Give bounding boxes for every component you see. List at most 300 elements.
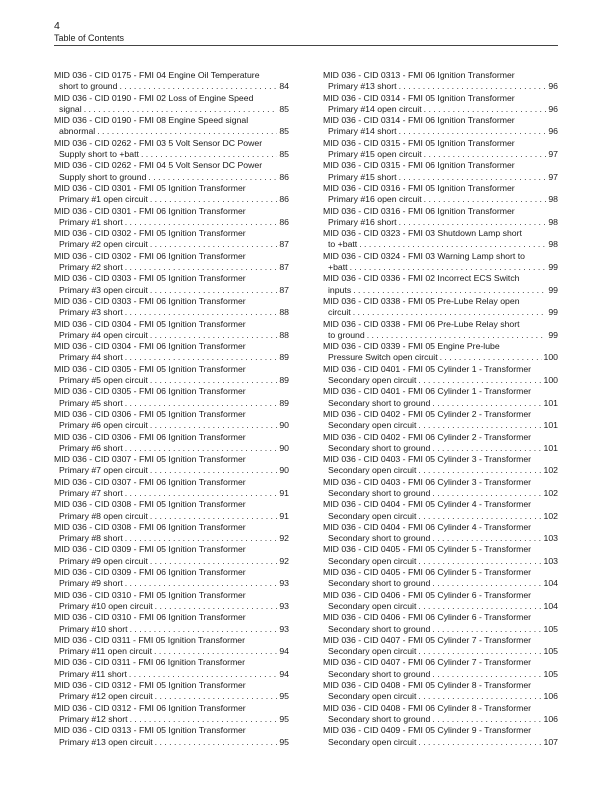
toc-entry-page-number: 89 bbox=[279, 397, 289, 408]
toc-entry-title: MID 036 - CID 0308 - FMI 05 Ignition Transformer bbox=[54, 499, 246, 510]
toc-entry-continuation: Primary #16 short bbox=[328, 216, 397, 227]
dot-leader bbox=[125, 262, 278, 273]
dot-leader bbox=[432, 443, 541, 454]
toc-entry-continuation: Primary #12 short bbox=[59, 713, 128, 724]
toc-entry[interactable] bbox=[323, 635, 558, 658]
toc-entry[interactable] bbox=[323, 657, 558, 680]
toc-entry-line bbox=[54, 375, 289, 386]
dot-leader bbox=[119, 81, 277, 92]
toc-entry-page-number: 98 bbox=[548, 216, 558, 227]
toc-entry[interactable] bbox=[323, 477, 558, 500]
toc-entry-continuation: Primary #4 short bbox=[59, 352, 123, 363]
toc-entry[interactable] bbox=[54, 251, 289, 274]
dot-leader bbox=[154, 646, 277, 657]
toc-entry-page-number: 84 bbox=[279, 81, 289, 92]
toc-entry-title: MID 036 - CID 0309 - FMI 05 Ignition Transformer bbox=[54, 544, 246, 555]
header-rule bbox=[54, 45, 558, 46]
toc-entry-title: MID 036 - CID 0262 - FMI 03 5 Volt Sensor DC Power bbox=[54, 137, 263, 148]
toc-entry[interactable] bbox=[54, 680, 289, 703]
toc-entry-title: MID 036 - CID 0403 - FMI 05 Cylinder 3 - Transformer bbox=[323, 454, 532, 465]
toc-entry[interactable] bbox=[54, 138, 289, 161]
toc-entry-line bbox=[323, 172, 558, 183]
page-heading: Table of Contents bbox=[54, 33, 125, 43]
toc-entry-page-number: 106 bbox=[543, 691, 558, 702]
toc-entry-line bbox=[54, 556, 289, 567]
toc-column-right bbox=[323, 70, 558, 748]
toc-entry-continuation: Primary #14 open circuit bbox=[328, 103, 422, 114]
toc-entry-line bbox=[54, 714, 289, 725]
toc-entry[interactable] bbox=[323, 567, 558, 590]
toc-entry-line bbox=[54, 443, 289, 454]
toc-entry[interactable] bbox=[323, 680, 558, 703]
toc-entry-line bbox=[323, 578, 558, 589]
toc-entry-continuation: Primary #1 short bbox=[59, 216, 123, 227]
toc-entry-page-number: 102 bbox=[543, 510, 558, 521]
toc-entry-continuation: Secondary short to ground bbox=[328, 442, 431, 453]
toc-entry-title: MID 036 - CID 0403 - FMI 06 Cylinder 3 - Transformer bbox=[323, 476, 532, 487]
dot-leader bbox=[418, 511, 541, 522]
toc-entry-title: MID 036 - CID 0316 - FMI 06 Ignition Transformer bbox=[323, 205, 515, 216]
toc-entry-continuation: Primary #7 open circuit bbox=[59, 465, 148, 476]
toc-entry-page-number: 99 bbox=[548, 284, 558, 295]
toc-entry-line bbox=[323, 149, 558, 160]
toc-entry[interactable] bbox=[323, 319, 558, 342]
toc-entry-page-number: 89 bbox=[279, 375, 289, 386]
dot-leader bbox=[350, 262, 547, 273]
toc-entry[interactable] bbox=[54, 364, 289, 387]
toc-entry[interactable] bbox=[323, 590, 558, 613]
dot-leader bbox=[424, 104, 547, 115]
toc-entry-line bbox=[323, 239, 558, 250]
toc-entry[interactable] bbox=[323, 454, 558, 477]
toc-entry[interactable] bbox=[54, 319, 289, 342]
toc-entry-title: MID 036 - CID 0313 - FMI 06 Ignition Transformer bbox=[323, 70, 515, 80]
toc-entry[interactable] bbox=[54, 590, 289, 613]
toc-entry-page-number: 98 bbox=[548, 239, 558, 250]
dot-leader bbox=[399, 126, 547, 137]
dot-leader bbox=[432, 533, 541, 544]
toc-entry-page-number: 103 bbox=[543, 533, 558, 544]
dot-leader bbox=[150, 239, 277, 250]
toc-entry-title: MID 036 - CID 0190 - FMI 08 Engine Speed signal bbox=[54, 115, 249, 126]
toc-entry-continuation: inputs bbox=[328, 284, 352, 295]
toc-entry-line bbox=[323, 443, 558, 454]
toc-entry-continuation: Secondary short to ground bbox=[328, 623, 431, 634]
toc-entry-title: MID 036 - CID 0310 - FMI 05 Ignition Transformer bbox=[54, 589, 246, 600]
dot-leader bbox=[125, 217, 278, 228]
toc-entry-title: MID 036 - CID 0323 - FMI 03 Shutdown Lamp short bbox=[323, 228, 522, 239]
toc-entry-line bbox=[54, 398, 289, 409]
toc-entry-continuation: Supply short to +batt bbox=[59, 149, 139, 160]
toc-entry-title: MID 036 - CID 0304 - FMI 05 Ignition Transformer bbox=[54, 318, 246, 329]
toc-entry-continuation: Primary #7 short bbox=[59, 487, 123, 498]
toc-entry-title: MID 036 - CID 0307 - FMI 05 Ignition Transformer bbox=[54, 454, 246, 465]
toc-entry-line bbox=[323, 262, 558, 273]
toc-entry[interactable] bbox=[323, 409, 558, 432]
dot-leader bbox=[418, 465, 541, 476]
toc-entry[interactable] bbox=[54, 115, 289, 138]
dot-leader bbox=[125, 488, 278, 499]
toc-entry[interactable] bbox=[54, 228, 289, 251]
toc-entry-line bbox=[54, 669, 289, 680]
toc-entry[interactable] bbox=[54, 635, 289, 658]
toc-entry-continuation: Primary #1 open circuit bbox=[59, 194, 148, 205]
toc-entry-continuation: +batt bbox=[328, 262, 348, 273]
toc-entry[interactable] bbox=[323, 228, 558, 251]
toc-entry-title: MID 036 - CID 0190 - FMI 02 Loss of Engine Speed bbox=[54, 92, 254, 103]
toc-entry[interactable] bbox=[323, 432, 558, 455]
toc-entry-line bbox=[323, 714, 558, 725]
toc-entry-title: MID 036 - CID 0324 - FMI 03 Warning Lamp short to bbox=[323, 250, 525, 261]
toc-entry-continuation: Secondary open circuit bbox=[328, 600, 417, 611]
toc-entry-continuation: Primary #11 open circuit bbox=[59, 646, 153, 657]
toc-entry-page-number: 86 bbox=[279, 171, 289, 182]
toc-entry-continuation: to ground bbox=[328, 329, 365, 340]
toc-entry[interactable] bbox=[54, 183, 289, 206]
toc-entry[interactable] bbox=[323, 138, 558, 161]
dot-leader bbox=[432, 488, 541, 499]
toc-entry[interactable] bbox=[323, 612, 558, 635]
toc-entry-title: MID 036 - CID 0407 - FMI 06 Cylinder 7 - Transformer bbox=[323, 657, 532, 668]
toc-entry-title: MID 036 - CID 0336 - FMI 02 Incorrect ECS Switch bbox=[323, 273, 520, 284]
toc-entry-title: MID 036 - CID 0404 - FMI 05 Cylinder 4 - Transformer bbox=[323, 499, 532, 510]
toc-entry-title: MID 036 - CID 0175 - FMI 04 Engine Oil Temperature bbox=[54, 70, 260, 80]
toc-entry-line bbox=[323, 375, 558, 386]
toc-entry[interactable] bbox=[323, 544, 558, 567]
toc-entry-title: MID 036 - CID 0402 - FMI 06 Cylinder 2 - Transformer bbox=[323, 431, 532, 442]
toc-entry-line bbox=[54, 172, 289, 183]
dot-leader bbox=[432, 578, 541, 589]
dot-leader bbox=[399, 172, 547, 183]
toc-entry-title: MID 036 - CID 0302 - FMI 05 Ignition Transformer bbox=[54, 228, 246, 239]
toc-entry[interactable] bbox=[323, 364, 558, 387]
toc-entry[interactable] bbox=[54, 206, 289, 229]
toc-entry-page-number: 104 bbox=[543, 578, 558, 589]
toc-entry-page-number: 87 bbox=[279, 284, 289, 295]
dot-leader bbox=[125, 578, 278, 589]
toc-entry-title: MID 036 - CID 0310 - FMI 06 Ignition Transformer bbox=[54, 612, 246, 623]
toc-entry[interactable] bbox=[54, 522, 289, 545]
toc-entry-page-number: 96 bbox=[548, 81, 558, 92]
toc-entry-line bbox=[54, 81, 289, 92]
toc-entry-continuation: Primary #16 open circuit bbox=[328, 194, 422, 205]
toc-entry-continuation: Secondary open circuit bbox=[328, 736, 417, 747]
toc-entry-continuation: Secondary short to ground bbox=[328, 578, 431, 589]
toc-entry-continuation: Secondary short to ground bbox=[328, 713, 431, 724]
toc-entry-title: MID 036 - CID 0401 - FMI 05 Cylinder 1 - Transformer bbox=[323, 363, 532, 374]
toc-entry[interactable] bbox=[54, 567, 289, 590]
dot-leader bbox=[130, 624, 278, 635]
dot-leader bbox=[150, 194, 277, 205]
dot-leader bbox=[418, 420, 541, 431]
toc-entry-line bbox=[54, 578, 289, 589]
toc-entry-line bbox=[323, 488, 558, 499]
toc-entry-line bbox=[323, 217, 558, 228]
toc-entry-line bbox=[54, 239, 289, 250]
toc-entry-line bbox=[323, 307, 558, 318]
dot-leader bbox=[155, 737, 278, 748]
toc-entry-page-number: 87 bbox=[279, 262, 289, 273]
dot-leader bbox=[150, 420, 277, 431]
toc-entry-continuation: Primary #8 open circuit bbox=[59, 510, 148, 521]
toc-entry-continuation: short to ground bbox=[59, 81, 118, 92]
toc-entry-continuation: Secondary open circuit bbox=[328, 510, 417, 521]
toc-entry[interactable] bbox=[323, 499, 558, 522]
toc-entry[interactable] bbox=[54, 296, 289, 319]
toc-entry-line bbox=[54, 149, 289, 160]
toc-entry-page-number: 105 bbox=[543, 623, 558, 634]
toc-entry[interactable] bbox=[54, 386, 289, 409]
dot-leader bbox=[432, 624, 541, 635]
toc-entry-page-number: 101 bbox=[543, 442, 558, 453]
toc-entry-title: MID 036 - CID 0338 - FMI 05 Pre-Lube Relay open bbox=[323, 295, 520, 306]
dot-leader bbox=[155, 601, 278, 612]
toc-entry-continuation: Primary #2 open circuit bbox=[59, 239, 148, 250]
toc-entry-page-number: 90 bbox=[279, 465, 289, 476]
toc-entry-page-number: 92 bbox=[279, 555, 289, 566]
toc-entry-line bbox=[323, 420, 558, 431]
toc-entry-title: MID 036 - CID 0408 - FMI 06 Cylinder 8 - Transformer bbox=[323, 702, 532, 713]
toc-entry-title: MID 036 - CID 0309 - FMI 06 Ignition Transformer bbox=[54, 567, 246, 578]
dot-leader bbox=[155, 691, 278, 702]
toc-entry-line bbox=[54, 307, 289, 318]
toc-entry[interactable] bbox=[54, 409, 289, 432]
toc-entry-line bbox=[54, 352, 289, 363]
toc-entry-line bbox=[323, 194, 558, 205]
toc-entry-line bbox=[323, 511, 558, 522]
toc-entry-line bbox=[323, 646, 558, 657]
toc-entry-title: MID 036 - CID 0406 - FMI 06 Cylinder 6 - Transformer bbox=[323, 612, 532, 623]
toc-entry-line bbox=[54, 104, 289, 115]
dot-leader bbox=[129, 669, 277, 680]
toc-entry-line bbox=[323, 104, 558, 115]
toc-entry-title: MID 036 - CID 0338 - FMI 06 Pre-Lube Relay short bbox=[323, 318, 520, 329]
toc-entry[interactable] bbox=[54, 160, 289, 183]
toc-entry-page-number: 97 bbox=[548, 171, 558, 182]
toc-entry-title: MID 036 - CID 0314 - FMI 05 Ignition Transformer bbox=[323, 92, 515, 103]
toc-entry[interactable] bbox=[323, 206, 558, 229]
toc-entry[interactable] bbox=[323, 273, 558, 296]
toc-entry-continuation: Primary #13 short bbox=[328, 81, 397, 92]
toc-entry-page-number: 92 bbox=[279, 533, 289, 544]
dot-leader bbox=[141, 149, 277, 160]
toc-entry-page-number: 99 bbox=[548, 329, 558, 340]
toc-entry[interactable] bbox=[54, 70, 289, 93]
toc-entry-title: MID 036 - CID 0314 - FMI 06 Ignition Transformer bbox=[323, 115, 515, 126]
toc-entry-continuation: Primary #9 short bbox=[59, 578, 123, 589]
toc-entry-title: MID 036 - CID 0407 - FMI 05 Cylinder 7 - Transformer bbox=[323, 634, 532, 645]
toc-entry[interactable] bbox=[323, 93, 558, 116]
toc-entry-line bbox=[54, 465, 289, 476]
toc-entry[interactable] bbox=[54, 93, 289, 116]
toc-entry-title: MID 036 - CID 0405 - FMI 05 Cylinder 5 - Transformer bbox=[323, 544, 532, 555]
toc-entry[interactable] bbox=[323, 70, 558, 93]
toc-entry-page-number: 95 bbox=[279, 691, 289, 702]
toc-entry-title: MID 036 - CID 0301 - FMI 05 Ignition Transformer bbox=[54, 182, 246, 193]
dot-leader bbox=[150, 330, 277, 341]
toc-entry-title: MID 036 - CID 0405 - FMI 06 Cylinder 5 - Transformer bbox=[323, 567, 532, 578]
dot-leader bbox=[432, 398, 541, 409]
toc-entry-page-number: 85 bbox=[279, 126, 289, 137]
toc-entry[interactable] bbox=[54, 477, 289, 500]
toc-entry-continuation: Secondary open circuit bbox=[328, 555, 417, 566]
toc-entry-line bbox=[54, 262, 289, 273]
dot-leader bbox=[125, 307, 278, 318]
toc-entry-page-number: 93 bbox=[279, 578, 289, 589]
toc-entry-title: MID 036 - CID 0401 - FMI 06 Cylinder 1 - Transformer bbox=[323, 386, 532, 397]
toc-entry-page-number: 93 bbox=[279, 600, 289, 611]
toc-entry-line bbox=[323, 398, 558, 409]
toc-entry-page-number: 99 bbox=[548, 262, 558, 273]
page-number: 4 bbox=[54, 20, 60, 32]
toc-entry-line bbox=[323, 737, 558, 748]
toc-entry-continuation: Secondary short to ground bbox=[328, 487, 431, 498]
toc-entry-line bbox=[54, 646, 289, 657]
toc-entry-continuation: Secondary open circuit bbox=[328, 691, 417, 702]
toc-entry-page-number: 104 bbox=[543, 600, 558, 611]
toc-entry-line bbox=[323, 691, 558, 702]
toc-entry-line bbox=[54, 691, 289, 702]
toc-entry-continuation: Primary #12 open circuit bbox=[59, 691, 153, 702]
toc-entry-title: MID 036 - CID 0262 - FMI 04 5 Volt Sensor DC Power bbox=[54, 160, 263, 171]
toc-entry-continuation: Primary #5 short bbox=[59, 397, 123, 408]
toc-entry-continuation: Primary #10 short bbox=[59, 623, 128, 634]
toc-entry[interactable] bbox=[323, 703, 558, 726]
dot-leader bbox=[130, 714, 278, 725]
dot-leader bbox=[150, 556, 277, 567]
toc-entry-line bbox=[323, 556, 558, 567]
toc-entry-line bbox=[54, 624, 289, 635]
toc-entry-continuation: Supply short to ground bbox=[59, 171, 147, 182]
dot-leader bbox=[432, 714, 541, 725]
toc-entry-page-number: 86 bbox=[279, 216, 289, 227]
dot-leader bbox=[125, 533, 278, 544]
toc-entry-page-number: 102 bbox=[543, 465, 558, 476]
toc-entry[interactable] bbox=[323, 725, 558, 748]
toc-entry-title: MID 036 - CID 0304 - FMI 06 Ignition Transformer bbox=[54, 341, 246, 352]
toc-entry-title: MID 036 - CID 0409 - FMI 05 Cylinder 9 - Transformer bbox=[323, 725, 532, 736]
toc-entry[interactable] bbox=[54, 703, 289, 726]
dot-leader bbox=[353, 307, 547, 318]
toc-entry-line bbox=[323, 601, 558, 612]
toc-entry-page-number: 99 bbox=[548, 307, 558, 318]
toc-entry-page-number: 85 bbox=[279, 149, 289, 160]
toc-entry[interactable] bbox=[323, 251, 558, 274]
toc-entry-continuation: Secondary open circuit bbox=[328, 420, 417, 431]
toc-entry-page-number: 100 bbox=[543, 352, 558, 363]
toc-entry-line bbox=[54, 285, 289, 296]
toc-entry-continuation: Primary #6 short bbox=[59, 442, 123, 453]
dot-leader bbox=[418, 601, 541, 612]
toc-entry[interactable] bbox=[54, 432, 289, 455]
toc-entry[interactable] bbox=[54, 454, 289, 477]
toc-entry-continuation: Primary #15 short bbox=[328, 171, 397, 182]
toc-entry[interactable] bbox=[54, 273, 289, 296]
dot-leader bbox=[125, 352, 278, 363]
toc-entry-line bbox=[323, 669, 558, 680]
toc-entry-continuation: Pressure Switch open circuit bbox=[328, 352, 438, 363]
toc-entry[interactable] bbox=[54, 657, 289, 680]
toc-entry-page-number: 107 bbox=[543, 736, 558, 747]
toc-entry-continuation: Secondary open circuit bbox=[328, 646, 417, 657]
toc-entry[interactable] bbox=[323, 183, 558, 206]
toc-entry-title: MID 036 - CID 0311 - FMI 05 Ignition Transformer bbox=[54, 634, 246, 645]
toc-entry-line bbox=[323, 126, 558, 137]
toc-entry-continuation: Primary #10 open circuit bbox=[59, 600, 153, 611]
toc-entry-title: MID 036 - CID 0402 - FMI 05 Cylinder 2 - Transformer bbox=[323, 408, 532, 419]
toc-entry-page-number: 88 bbox=[279, 329, 289, 340]
toc-entry-title: MID 036 - CID 0312 - FMI 06 Ignition Transformer bbox=[54, 702, 246, 713]
toc-entry-line bbox=[54, 330, 289, 341]
toc-entry[interactable] bbox=[323, 522, 558, 545]
toc-entry-page-number: 105 bbox=[543, 646, 558, 657]
toc-entry-title: MID 036 - CID 0306 - FMI 05 Ignition Transformer bbox=[54, 408, 246, 419]
toc-entry-title: MID 036 - CID 0305 - FMI 06 Ignition Transformer bbox=[54, 386, 246, 397]
toc-column-left bbox=[54, 70, 289, 748]
toc-entry-line bbox=[323, 465, 558, 476]
toc-entry-page-number: 90 bbox=[279, 442, 289, 453]
toc-entry-line bbox=[54, 217, 289, 228]
toc-entry-line bbox=[323, 81, 558, 92]
dot-leader bbox=[418, 375, 541, 386]
dot-leader bbox=[150, 375, 277, 386]
dot-leader bbox=[418, 691, 541, 702]
dot-leader bbox=[84, 104, 278, 115]
toc-entry-line bbox=[323, 352, 558, 363]
toc-entry-page-number: 98 bbox=[548, 194, 558, 205]
toc-entry-page-number: 103 bbox=[543, 555, 558, 566]
toc-entry-continuation: Secondary short to ground bbox=[328, 397, 431, 408]
toc-entry-line bbox=[54, 194, 289, 205]
toc-entry[interactable] bbox=[54, 544, 289, 567]
toc-entry[interactable] bbox=[54, 725, 289, 748]
toc-entry-page-number: 85 bbox=[279, 103, 289, 114]
toc-entry-line bbox=[54, 420, 289, 431]
dot-leader bbox=[418, 737, 541, 748]
toc-entry-continuation: Primary #3 open circuit bbox=[59, 284, 148, 295]
toc-entry[interactable] bbox=[54, 499, 289, 522]
toc-entry[interactable] bbox=[323, 386, 558, 409]
toc-entry-title: MID 036 - CID 0408 - FMI 05 Cylinder 8 - Transformer bbox=[323, 680, 532, 691]
dot-leader bbox=[150, 511, 277, 522]
toc-entry[interactable] bbox=[54, 612, 289, 635]
toc-entry-line bbox=[54, 737, 289, 748]
toc-entry[interactable] bbox=[323, 115, 558, 138]
toc-entry-continuation: Secondary short to ground bbox=[328, 668, 431, 679]
toc-entry[interactable] bbox=[54, 341, 289, 364]
toc-entry-continuation: Primary #4 open circuit bbox=[59, 329, 148, 340]
dot-leader bbox=[148, 172, 277, 183]
toc-entry-continuation: Primary #9 open circuit bbox=[59, 555, 148, 566]
toc-entry-page-number: 87 bbox=[279, 239, 289, 250]
toc-entry[interactable] bbox=[323, 296, 558, 319]
toc-entry-line bbox=[54, 488, 289, 499]
dot-leader bbox=[150, 465, 277, 476]
toc-entry-page-number: 94 bbox=[279, 646, 289, 657]
toc-entry-line bbox=[54, 533, 289, 544]
toc-entry-line bbox=[54, 126, 289, 137]
toc-entry-page-number: 86 bbox=[279, 194, 289, 205]
toc-entry-title: MID 036 - CID 0307 - FMI 06 Ignition Transformer bbox=[54, 476, 246, 487]
toc-entry-title: MID 036 - CID 0303 - FMI 05 Ignition Transformer bbox=[54, 273, 246, 284]
toc-entry[interactable] bbox=[323, 160, 558, 183]
dot-leader bbox=[418, 556, 541, 567]
toc-entry-continuation: circuit bbox=[328, 307, 351, 318]
toc-entry-page-number: 96 bbox=[548, 103, 558, 114]
dot-leader bbox=[125, 398, 278, 409]
toc-entry[interactable] bbox=[323, 341, 558, 364]
toc-entry-page-number: 105 bbox=[543, 668, 558, 679]
